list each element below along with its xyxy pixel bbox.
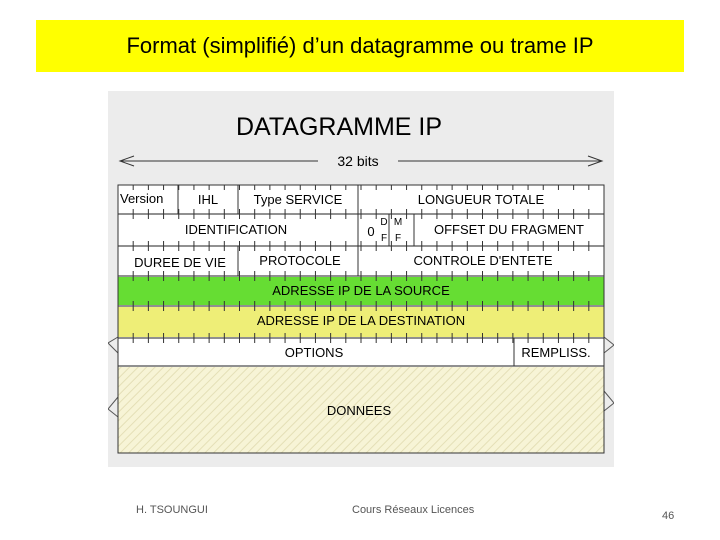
label-options: OPTIONS	[284, 345, 344, 360]
label-destination: ADRESSE IP DE LA DESTINATION	[256, 313, 466, 328]
footer-author: H. TSOUNGUI	[136, 504, 208, 516]
label-offset: OFFSET DU FRAGMENT	[434, 222, 584, 237]
ip-datagram-diagram	[108, 91, 614, 467]
label-version: Version	[120, 191, 164, 206]
diagram-heading: DATAGRAMME IP	[235, 113, 443, 141]
footer-course: Cours Réseaux Licences	[352, 504, 475, 516]
label-donnees: DONNEES	[326, 403, 392, 418]
label-flag-d-top: D	[380, 217, 388, 228]
label-controle: CONTROLE D'ENTETE	[413, 253, 553, 268]
page-number: 46	[662, 510, 675, 522]
width-label: 32 bits	[337, 153, 379, 169]
label-duree-de-vie: DUREE DE VIE	[134, 255, 226, 270]
label-type-service: Type SERVICE	[253, 192, 343, 207]
slide-title: Format (simplifié) d’un datagramme ou trame IP	[126, 33, 594, 58]
label-remplissage: REMPLISS.	[521, 345, 591, 360]
label-flag-m-bottom: F	[394, 233, 402, 244]
label-flag-d-bottom: F	[380, 233, 388, 244]
label-ihl: IHL	[197, 192, 219, 207]
label-identification: IDENTIFICATION	[184, 222, 288, 237]
label-source: ADRESSE IP DE LA SOURCE	[272, 283, 450, 298]
label-flag-m-top: M	[393, 217, 403, 228]
slide-title-bar	[36, 20, 684, 72]
label-flag-zero: 0	[367, 224, 375, 239]
diagram-canvas	[108, 91, 614, 467]
label-protocole: PROTOCOLE	[259, 253, 341, 268]
label-longueur-totale: LONGUEUR TOTALE	[417, 192, 545, 207]
